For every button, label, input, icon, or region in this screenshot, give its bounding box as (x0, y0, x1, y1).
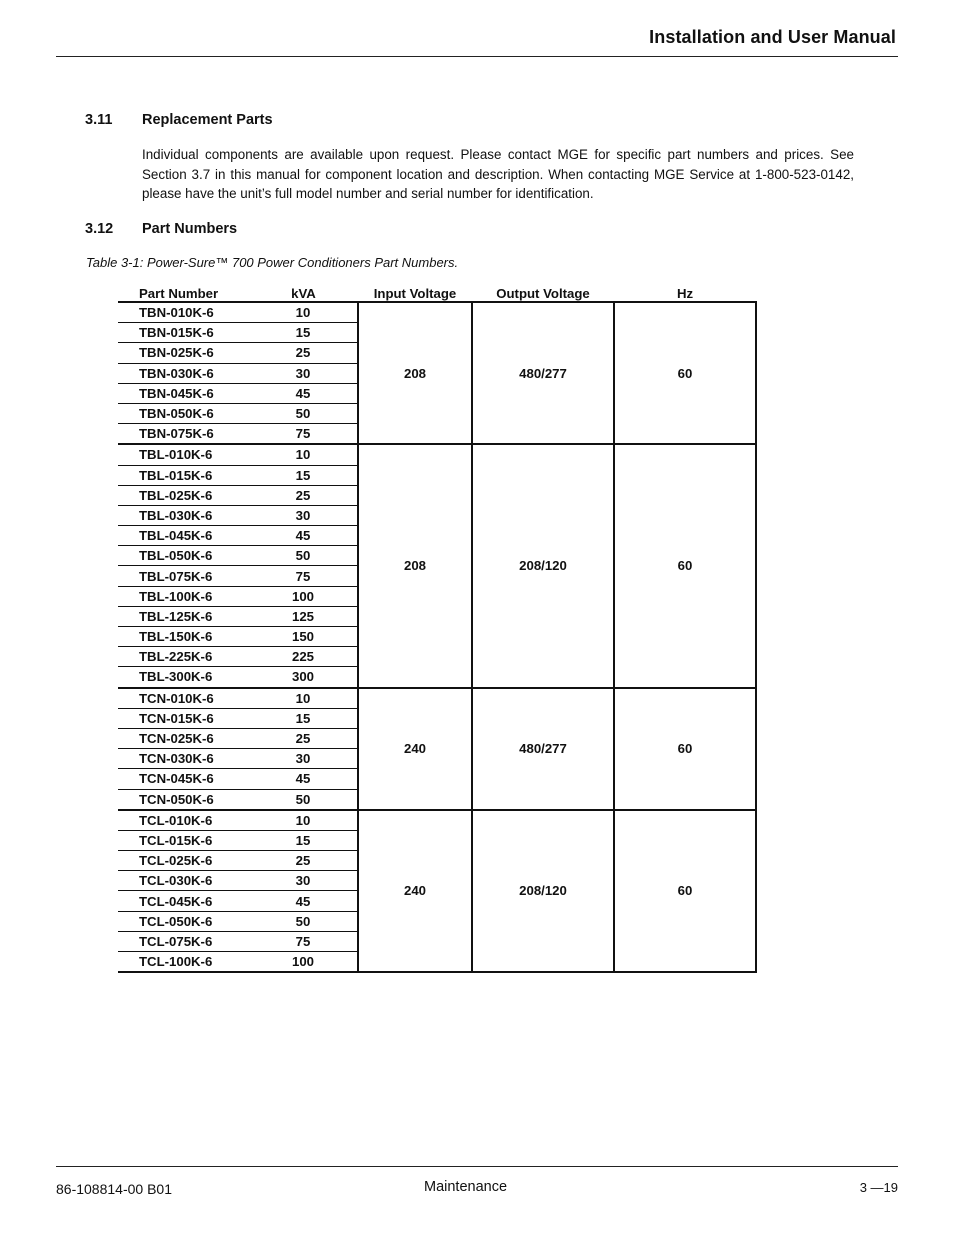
section-number: 3.11 (85, 112, 113, 128)
cell-part-number: TBN-015K-6 (118, 323, 261, 343)
footer-rule (56, 1166, 898, 1167)
section-title: Replacement Parts (142, 112, 273, 128)
cell-kva: 30 (261, 505, 358, 525)
cell-kva: 30 (261, 871, 358, 891)
cell-part-number: TCL-030K-6 (118, 871, 261, 891)
cell-kva: 125 (261, 606, 358, 626)
cell-kva: 15 (261, 830, 358, 850)
cell-hz: 60 (614, 444, 756, 687)
cell-kva: 45 (261, 526, 358, 546)
cell-part-number: TCL-015K-6 (118, 830, 261, 850)
column-header-kva: kVA (261, 283, 358, 302)
cell-part-number: TBL-050K-6 (118, 546, 261, 566)
cell-part-number: TBL-075K-6 (118, 566, 261, 586)
footer-section: Maintenance (424, 1179, 508, 1195)
cell-input-voltage: 240 (358, 810, 472, 973)
cell-input-voltage: 240 (358, 688, 472, 810)
cell-part-number: TBL-030K-6 (118, 505, 261, 525)
cell-kva: 25 (261, 728, 358, 748)
cell-part-number: TBN-010K-6 (118, 302, 261, 323)
section-3-11-heading (85, 112, 273, 128)
column-header-output-voltage: Output Voltage (472, 283, 614, 302)
cell-part-number: TBN-045K-6 (118, 383, 261, 403)
cell-input-voltage: 208 (358, 302, 472, 444)
cell-part-number: TCN-030K-6 (118, 749, 261, 769)
cell-output-voltage: 208/120 (472, 444, 614, 687)
cell-kva: 45 (261, 891, 358, 911)
cell-part-number: TBL-045K-6 (118, 526, 261, 546)
cell-kva: 75 (261, 566, 358, 586)
cell-kva: 150 (261, 627, 358, 647)
cell-kva: 50 (261, 403, 358, 423)
cell-part-number: TBN-025K-6 (118, 343, 261, 363)
cell-part-number: TCL-050K-6 (118, 911, 261, 931)
cell-kva: 45 (261, 383, 358, 403)
cell-part-number: TCN-015K-6 (118, 708, 261, 728)
cell-input-voltage: 208 (358, 444, 472, 687)
cell-part-number: TCN-050K-6 (118, 789, 261, 810)
cell-part-number: TBL-300K-6 (118, 667, 261, 688)
cell-output-voltage: 208/120 (472, 810, 614, 973)
cell-kva: 50 (261, 546, 358, 566)
header-rule (56, 56, 898, 57)
cell-kva: 300 (261, 667, 358, 688)
cell-part-number: TBL-150K-6 (118, 627, 261, 647)
cell-part-number: TBL-010K-6 (118, 444, 261, 465)
cell-kva: 25 (261, 343, 358, 363)
footer-doc-number: 86-108814-00 B01 (56, 1181, 172, 1197)
cell-kva: 50 (261, 911, 358, 931)
cell-part-number: TCL-045K-6 (118, 891, 261, 911)
cell-hz: 60 (614, 688, 756, 810)
table-body (118, 302, 756, 972)
cell-part-number: TBL-100K-6 (118, 586, 261, 606)
cell-kva: 100 (261, 952, 358, 973)
cell-kva: 50 (261, 789, 358, 810)
section-title: Part Numbers (142, 221, 238, 237)
cell-kva: 75 (261, 424, 358, 445)
table-header-row (118, 283, 756, 302)
part-numbers-table (118, 283, 757, 973)
column-header-hz: Hz (614, 283, 756, 302)
footer-page-number: 3 —19 (859, 1180, 898, 1195)
cell-kva: 30 (261, 749, 358, 769)
cell-part-number: TBN-030K-6 (118, 363, 261, 383)
cell-kva: 10 (261, 810, 358, 831)
table-caption: Table 3-1: Power-Sure™ 700 Power Conditioners Part Numbers. (86, 255, 459, 270)
cell-kva: 225 (261, 647, 358, 667)
cell-part-number: TBN-075K-6 (118, 424, 261, 445)
cell-hz: 60 (614, 810, 756, 973)
cell-output-voltage: 480/277 (472, 302, 614, 444)
table-row (118, 688, 756, 709)
table-row (118, 810, 756, 831)
column-header-part-number: Part Number (118, 283, 261, 302)
cell-part-number: TBL-015K-6 (118, 465, 261, 485)
cell-part-number: TBL-125K-6 (118, 606, 261, 626)
cell-kva: 15 (261, 323, 358, 343)
section-number: 3.12 (85, 221, 114, 237)
cell-hz: 60 (614, 302, 756, 444)
cell-part-number: TBL-225K-6 (118, 647, 261, 667)
cell-kva: 15 (261, 708, 358, 728)
cell-kva: 15 (261, 465, 358, 485)
cell-kva: 30 (261, 363, 358, 383)
cell-kva: 10 (261, 444, 358, 465)
cell-kva: 10 (261, 688, 358, 709)
cell-part-number: TCL-100K-6 (118, 952, 261, 973)
cell-part-number: TBN-050K-6 (118, 403, 261, 423)
cell-part-number: TCL-075K-6 (118, 931, 261, 951)
cell-part-number: TCN-010K-6 (118, 688, 261, 709)
cell-kva: 100 (261, 586, 358, 606)
header-title: Installation and User Manual (649, 27, 896, 47)
replacement-parts-paragraph: Individual components are available upon request. Please contact MGE for specific part numbers and prices. See Section 3.7 in this manual for component location and description. When contacting MGE Service at 1-800-523-0142, please have the unit’s full model number and serial number for identification. (142, 147, 854, 202)
cell-kva: 45 (261, 769, 358, 789)
table-row (118, 444, 756, 465)
cell-part-number: TCN-025K-6 (118, 728, 261, 748)
cell-part-number: TCN-045K-6 (118, 769, 261, 789)
table-row (118, 302, 756, 323)
cell-output-voltage: 480/277 (472, 688, 614, 810)
cell-kva: 25 (261, 851, 358, 871)
column-header-input-voltage: Input Voltage (358, 283, 472, 302)
cell-kva: 75 (261, 931, 358, 951)
cell-kva: 10 (261, 302, 358, 323)
cell-part-number: TCL-010K-6 (118, 810, 261, 831)
cell-part-number: TBL-025K-6 (118, 485, 261, 505)
section-3-12-heading (85, 221, 237, 237)
cell-part-number: TCL-025K-6 (118, 851, 261, 871)
cell-kva: 25 (261, 485, 358, 505)
